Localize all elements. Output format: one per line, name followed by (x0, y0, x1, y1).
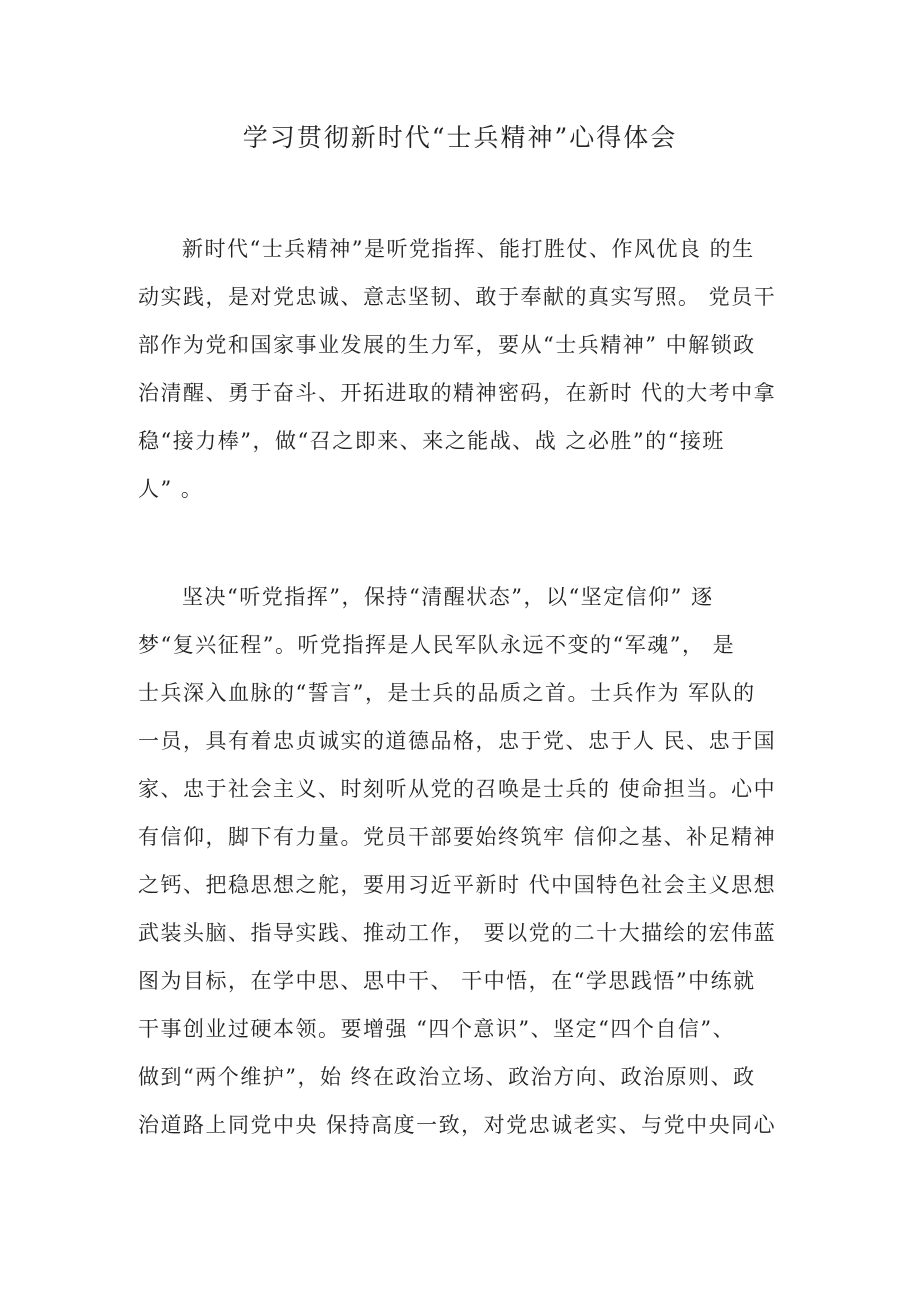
document-title: 学习贯彻新时代“士兵精神”心得体会 (242, 123, 678, 152)
paragraph-1 (138, 225, 798, 513)
paragraph-line: 治道路上同党中央 保持高度一致，对党忠诚老实、与党中央同心 (138, 1113, 777, 1137)
paragraph-line: 新时代“士兵精神”是听党指挥、能打胜仗、作风优良 的生 (182, 237, 755, 261)
paragraph-line: 一员，具有着忠贞诚实的道德品格，忠于党、忠于人 民、忠于国 (138, 729, 777, 753)
paragraph-line: 部作为党和国家事业发展的生力军，要从“士兵精神” 中解锁政 (138, 333, 756, 357)
paragraph-line: 梦“复兴征程”。听党指挥是人民军队永远不变的“军魂”， 是 (138, 633, 736, 657)
paragraph-line: 做到“两个维护”，始 终在政治立场、政治方向、政治原则、政 (138, 1065, 756, 1089)
paragraph-line: 有信仰，脚下有力量。党员干部要始终筑牢 信仰之基、补足精神 (138, 825, 777, 849)
paragraph-line: 稳“接力棒”，做“召之即来、来之能战、战 之必胜”的“接班 (138, 429, 725, 453)
paragraph-line: 武装头脑、指导实践、推动工作， 要以党的二十大描绘的宏伟蓝 (138, 921, 777, 945)
paragraph-line: 士兵深入血脉的“誓言”，是士兵的品质之首。士兵作为 军队的 (138, 681, 756, 705)
paragraph-line: 人” 。 (138, 477, 204, 501)
paragraph-line: 治清醒、勇于奋斗、开拓进取的精神密码，在新时 代的大考中拿 (138, 381, 777, 405)
paragraph-line: 图为目标，在学中思、思中干、 干中悟，在“学思践悟”中练就 (138, 969, 756, 993)
paragraph-2 (138, 573, 798, 1149)
paragraph-line: 坚决“听党指挥”，保持“清醒状态”，以“坚定信仰” 逐 (182, 585, 714, 609)
paragraph-line: 家、忠于社会主义、时刻听从党的召唤是士兵的 使命担当。心中 (138, 777, 777, 801)
paragraph-line: 动实践，是对党忠诚、意志坚韧、敢于奉献的真实写照。 党员干 (138, 285, 777, 309)
paragraph-line: 干事创业过硬本领。要增强 “四个意识”、坚定“四个自信”、 (138, 1017, 736, 1041)
paragraph-line: 之钙、把稳思想之舵，要用习近平新时 代中国特色社会主义思想 (138, 873, 777, 897)
